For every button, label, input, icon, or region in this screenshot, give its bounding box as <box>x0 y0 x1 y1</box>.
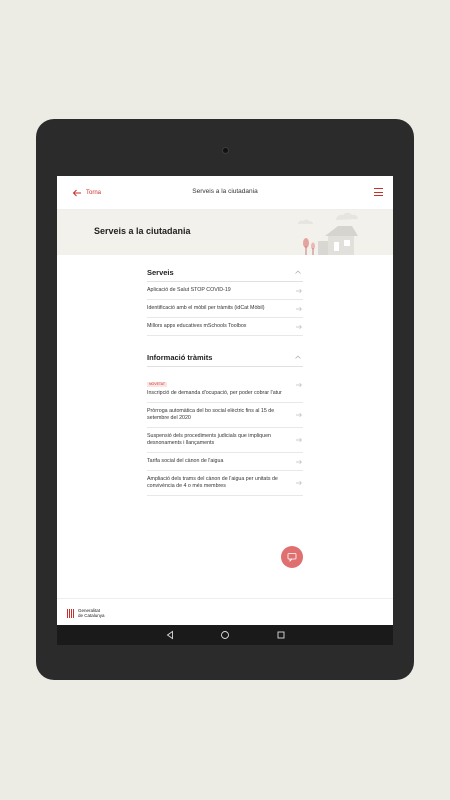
generalitat-flag-icon <box>67 609 75 618</box>
back-triangle-icon[interactable] <box>165 630 175 640</box>
chevron-up-icon <box>295 355 301 359</box>
generalitat-logo[interactable] <box>67 608 105 618</box>
list-item-label: Tarifa social del cànon de l'aigua <box>147 458 224 464</box>
arrow-right-icon <box>296 324 302 330</box>
footer <box>57 598 393 625</box>
chat-button[interactable] <box>281 546 303 568</box>
hero-banner <box>57 210 393 255</box>
list-item-label: Suspensió dels procediments judicials que impliquen desnonaments i llançaments <box>147 433 271 446</box>
list-item[interactable] <box>147 471 303 496</box>
content-list <box>147 264 303 496</box>
list-item-label: Inscripció de demanda d'ocupació, per poder cobrar l'atur <box>147 390 282 396</box>
arrow-right-icon <box>296 412 302 418</box>
back-label: Torna <box>86 190 102 196</box>
section-title: Informació tràmits <box>147 353 213 362</box>
top-bar <box>57 176 393 210</box>
arrow-right-icon <box>296 437 302 443</box>
list-item-label: Ampliació dels trams del cànon de l'aigua per unitats de convivència de 4 o més membres <box>147 476 278 489</box>
new-badge: NOVETAT <box>149 382 166 386</box>
list-item-label: Pròrroga automàtica del bo social elèctric fins al 15 de setembre del 2020 <box>147 408 275 421</box>
section-header-informacio-tramits[interactable] <box>147 349 303 367</box>
arrow-right-icon <box>296 306 302 312</box>
list-item[interactable] <box>147 318 303 336</box>
list-item[interactable] <box>147 367 303 403</box>
arrow-right-icon <box>296 459 302 465</box>
recents-square-icon[interactable] <box>276 630 286 640</box>
logo-line-1: Generalitat <box>78 608 101 613</box>
camera-icon <box>222 147 229 154</box>
list-item[interactable] <box>147 453 303 471</box>
list-item[interactable] <box>147 300 303 318</box>
hero-title: Serveis a la ciutadania <box>94 226 191 236</box>
list-item-label: Millors apps educatives mSchools Toolbox <box>147 323 247 329</box>
chevron-up-icon <box>295 270 301 274</box>
chat-icon <box>287 552 297 562</box>
arrow-right-icon <box>296 288 302 294</box>
section-header-serveis[interactable] <box>147 264 303 282</box>
arrow-right-icon <box>296 480 302 486</box>
android-nav-bar <box>57 625 393 645</box>
list-item[interactable] <box>147 428 303 453</box>
hamburger-menu-icon[interactable] <box>374 188 383 196</box>
home-circle-icon[interactable] <box>220 630 230 640</box>
house-illustration-icon <box>278 210 378 255</box>
list-item-label: Aplicació de Salut STOP COVID-19 <box>147 287 231 293</box>
arrow-right-icon <box>296 382 302 388</box>
page-title: Serveis a la ciutadania <box>192 188 258 195</box>
app-screen <box>57 176 393 645</box>
list-item-label: Identificació amb el mòbil per tràmits (idCat Mòbil) <box>147 305 265 311</box>
list-item[interactable] <box>147 403 303 428</box>
list-item[interactable] <box>147 282 303 300</box>
section-title: Serveis <box>147 268 174 277</box>
generalitat-name <box>78 608 105 618</box>
logo-line-2: de Catalunya <box>78 613 105 618</box>
